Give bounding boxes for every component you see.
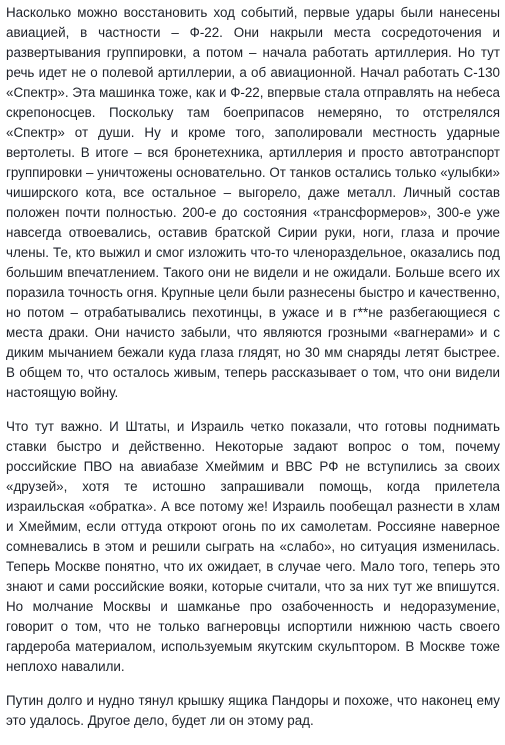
paragraph-events: Насколько можно восстановить ход событий, первые удары были нанесены авиацией, в частности – Ф-22. Они накрыли места сосредоточения и развертывания группировки, а потом – начала работать артиллерия. Но тут речь идет не о полевой артиллерии, а об авиационной. Начал работать С-130 «Спектр». Эта машинка тоже, как и Ф-22, впервые стала отправлять на небеса скрепоносцев. Поскольку там боеприпасов немеряно, то отстрелялся «Спектр» от души. Ну и кроме того, заполировали местность ударные вертолеты. В итоге – вся бронетехника, артиллерия и просто автотранспорт группировки – уничтожены основательно. От танков остались только «улыбки» чиширского кота, все остальное – выгорело, даже металл. Личный состав положен почти полностью. 200-е до состояния «трансформеров», 300-е уже навсегда отвоевались, оставив братской Сирии руки, ноги, глаза и прочие члены. Те, кто выжил и смог изложить что-то членораздельное, оказались под большим впечатлением. Такого они не видели и не ожидали. Больше всего их поразила точность огня. Крупные цели были разнесены быстро и качественно, но потом – отрабатывались пехотинцы, в ужасе и в г**не разбегающиеся с места драки. Они начисто забыли, что являются грозными «вагнерами» и с диким мычанием бежали куда глаза глядят, но 30 мм снаряды летят быстрее. В общем то, что осталось живым, теперь рассказывает о том, что они видели настоящую войну. [6,5,500,400]
paragraph-conclusion: Путин долго и нудно тянул крышку ящика Пандоры и похоже, что наконец ему это удалось. Другое дело, будет ли он этому рад. [6,693,500,728]
paragraph-analysis: Что тут важно. И Штаты, и Израиль четко показали, что готовы поднимать ставки быстро и действенно. Некоторые задают вопрос о том, почему российские ПВО на авиабазе Хмеймим и ВВС РФ не вступились за своих «друзей», хотя те истошно запрашивали помощь, когда прилетела израильская «обратка». А все потому же! Израиль пообещал разнести в хлам и Хмеймим, если оттуда откроют огонь по их самолетам. Россияне наверное сомневались в этом и решили сыграть на «слабо», но ситуация изменилась. Теперь Москве понятно, что их ожидает, в случае чего. Мало того, теперь это знают и сами российские вояки, которые считали, что за них тут же впишутся. Но молчание Москвы и шамканье про озабоченность и недоразумение, говорит о том, что не только вагнеровцы испортили нижнюю часть своего гардероба материалом, используемым якутским скульптором. В Москве тоже неплохо навалили. [6,419,500,674]
